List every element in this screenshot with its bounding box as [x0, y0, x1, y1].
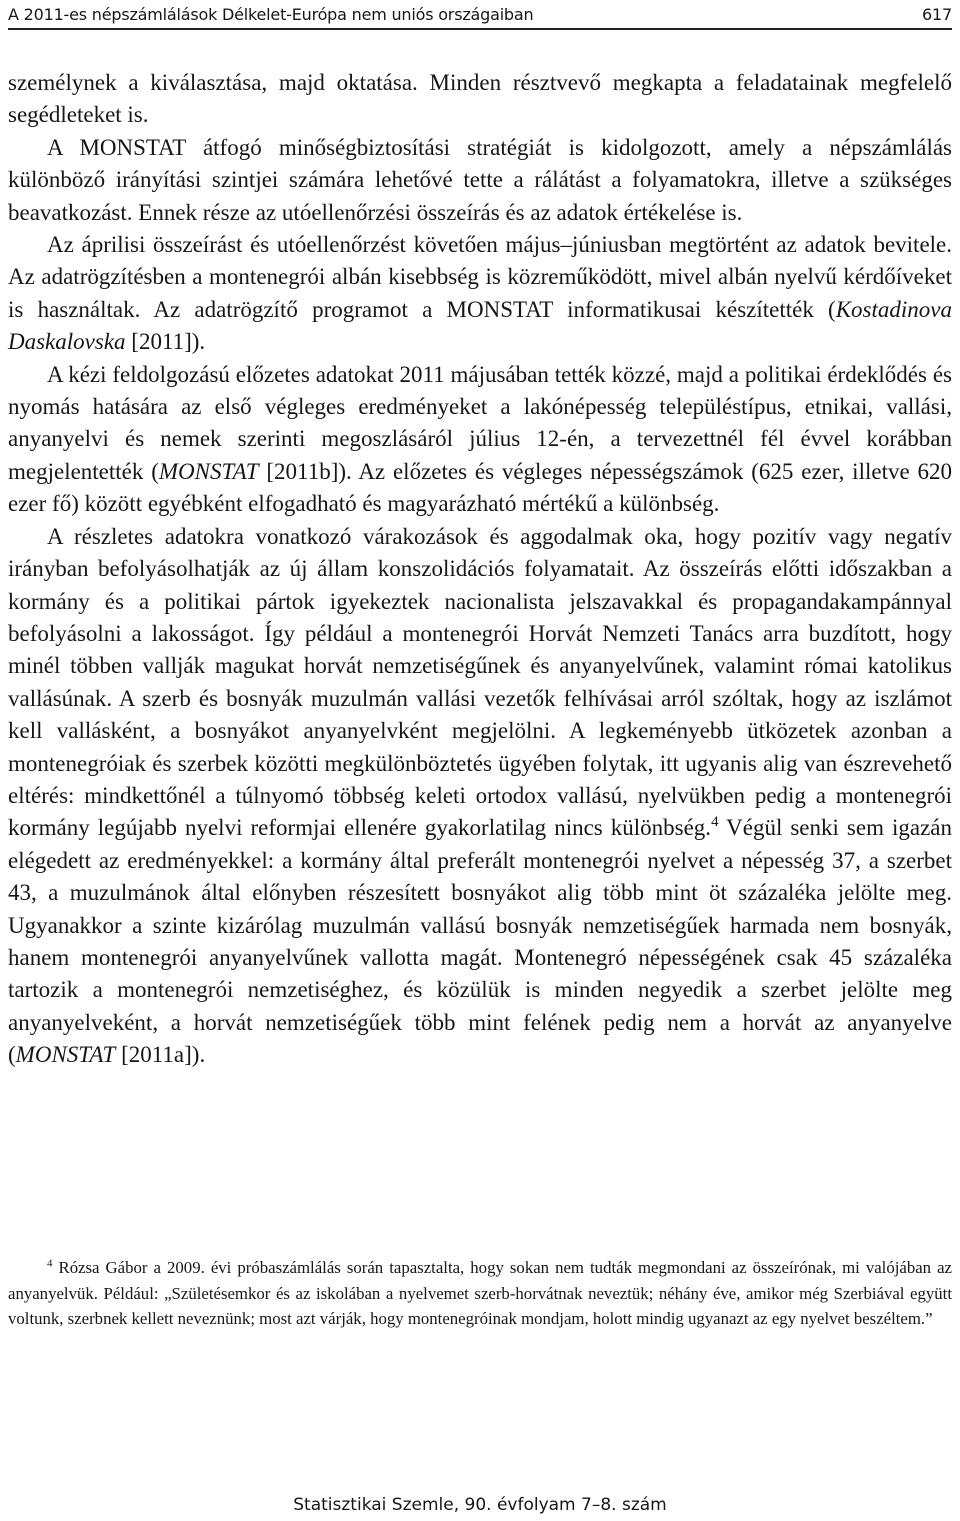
footnote-4 [8, 1255, 952, 1332]
citation-author: MONSTAT [15, 1042, 116, 1068]
paragraph-1 [8, 67, 952, 132]
journal-citation: Statisztikai Szemle, 90. évfolyam 7–8. szám [293, 1495, 667, 1515]
footnote-text: Rózsa Gábor a 2009. évi próbaszámlálás során tapasztalta, hogy sokan nem tudták megmondani az összeírónak, mi valójában az anyanyelvük. Például: „Születésemkor és az iskolában a nyelvemet szerb-horvátnak neveztük; néhány éve, amikor még Szerbiával együtt voltunk, szerbnek kellett neveznünk; most azt várják, hogy montenegróinak mondjam, holott mindig ugyanazt az egy nyelvet beszéltem.” [8, 1258, 952, 1329]
paragraph-3 [8, 229, 952, 359]
footnote [8, 1255, 952, 1332]
paragraph-3-text: Az áprilisi összeírást és utóellenőrzést követően május–júniusban megtörtént az adatok bevitele. Az adatrögzítésben a montenegrói albán kisebbség is közreműködött, mivel albán nyelvű kérdőíveket is használtak. Az adatrögzítő programot a MONSTAT informatikusai készítették ( [8, 232, 952, 322]
paragraph-4-text: A kézi feldolgozású előzetes adatokat 2011 májusában tették közzé, majd a politikai érdeklődés és nyomás hatására az első végleges eredményeket a lakónépesség településtípus, etnikai, vallási, anyanyelvi és nemek szerinti megoszlásáról július 12-én, a tervezettnél fél évvel korábban megjelentették ( [8, 361, 952, 484]
paragraph-2 [8, 132, 952, 229]
footnote-marker: 4 [47, 1257, 53, 1270]
paragraph-5-text: A részletes adatokra vonatkozó várakozások és aggodalmak oka, hogy pozitív vagy negatív irányban befolyásolhatják az új állam konszolidációs folyamatait. Az összeírás előtti időszakban a kormány és a politikai pártok igyekeztek nacionalista jelszavakkal és propagandakampánnyal befolyásolni a lakosságot. Így például a montenegrói Horvát Nemzeti Tanács arra buzdított, hogy minél többen vallják magukat horvát nemzetiségűnek és anyanyelvűnek, valamint római katolikus vallásúnak. A szerb és bosnyák muzulmán vallási vezetők felhívásai arról szóltak, hogy az iszlámot kell vallásként, a bosnyákot anyanyelvként megjelölni. A legkeményebb ütközetek azonban a montenegróiak és szerbek közötti megkülönböztetés ügyében folytak, itt ugyanis alig van észrevehető eltérés: mindkettőnél a túlnyomó többség keleti ortodox vallású, nyelvükben pedig a montenegrói kormány legújabb nyelvi reformjai ellenére gyakorlatilag nincs különbség. [8, 523, 952, 841]
paragraph-5-text-continued: Végül senki sem igazán elégedett az eredményekkel: a kormány által preferált montenegrói nyelvet a népesség 37, a szerbet 43, a muzulmánok által előnyben részesített bosnyákot alig több mint öt százaléka jelölte meg. Ugyanakkor a szinte kizárólag muzulmán vallású bosnyák nemzetiségűek harmada nem bosnyák, hanem montenegrói anyanyelvűnek vallotta magát. Montenegró népességének csak 45 százaléka tartozik a montenegrói nemzetiséghez, és közülük is minden negyedik a szerbet jelölte meg anyanyelveként, a horvát nemzetiségűek több mint felének pedig nem a horvát az anyanyelve ( [8, 815, 952, 1068]
paragraph-4 [8, 359, 952, 521]
running-title: A 2011-es népszámlálások Délkelet-Európa nem uniós országaiban [8, 4, 534, 24]
citation-author: Kostadinova Daskalovska [8, 296, 952, 355]
paragraph-2-text: A MONSTAT átfogó minőségbiztosítási stratégiát is kidolgozott, amely a népszámlálás különböző irányítási szintjei számára lehetővé tette a rálátást a folyamatokra, illetve a szükséges beavatkozást. Ennek része az utóellenőrzési összeírás és az adatok értékelése is. [8, 134, 952, 225]
paragraph-1-text: személynek a kiválasztása, majd oktatása. Minden résztvevő megkapta a feladatainak megfelelő segédleteket is. [8, 70, 952, 128]
footnote-reference[interactable]: 4 [711, 814, 719, 831]
page-number: 617 [922, 4, 952, 24]
citation-year: [2011]). [125, 329, 206, 355]
main-text [8, 67, 952, 1072]
citation-year: [2011a]). [115, 1042, 206, 1068]
paragraph-5 [8, 521, 952, 1072]
running-header [8, 0, 952, 30]
paragraph-4-text-continued: [2011b]). Az előzetes és végleges népességszámok (625 ezer, illetve 620 ezer fő) között egyébként elfogadható és magyarázható mértékű a különbség. [8, 458, 952, 517]
citation-author: MONSTAT [158, 458, 259, 484]
page-footer [0, 1495, 960, 1515]
